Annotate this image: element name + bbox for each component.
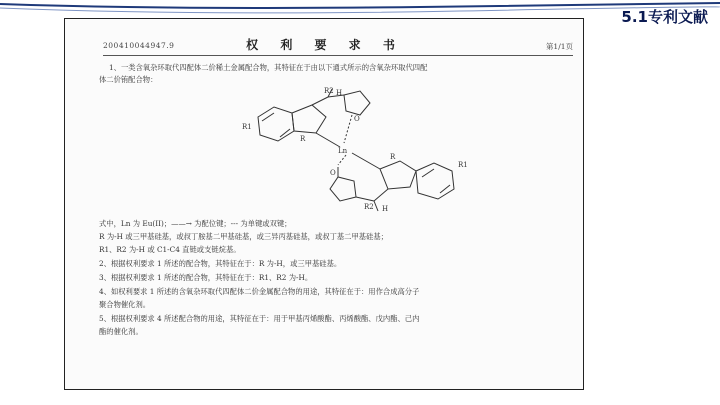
claim-line: R1、R2 为-H 或 C1-C4 直链或支链烷基。 <box>99 245 241 254</box>
label-r2-bottom: R2 <box>364 203 374 211</box>
slide-title: 5.1专利文献 <box>621 8 708 26</box>
label-o-top: O <box>354 115 360 123</box>
claim-line: R 为-H 或三甲基硅基，或叔丁胺基二甲基硅基，或三异丙基硅基，或叔丁基二甲基硅基； <box>99 232 388 241</box>
claim-line: 5、根据权利要求 4 所述配合物的用途，其特征在于：用于甲基丙烯酸酯、丙烯酸酯、戊内酯、己内 <box>99 314 420 323</box>
label-o-bottom: O <box>330 169 336 177</box>
claim-line: 4、如权利要求 1 所述的含氧杂环取代四配体二价金属配合物的用途，其特征在于：用作合成高分子 <box>99 287 420 296</box>
claim-line: 酯的催化剂。 <box>99 327 143 336</box>
claim-line: 聚合物催化剂。 <box>99 300 151 309</box>
claim-line: 2、根据权利要求 1 所述的配合物，其特征在于：R 为-H，或三甲基硅基。 <box>99 259 342 268</box>
label-h-top: H <box>336 89 343 97</box>
document-title: 权 利 要 求 书 <box>246 38 404 52</box>
label-r-right: R <box>390 153 396 161</box>
claim-line: 体二价铕配合物： <box>99 75 158 84</box>
label-r2-top: R2 <box>324 87 334 95</box>
claim-line: 1、一类含氧杂环取代四配体二价稀土金属配合物，其特征在于由以下通式所示的含氧杂环取代四配 <box>109 63 428 72</box>
claim-line: 式中，Ln 为 Eu(II)；——→ 为配位键；--- 为单键或双键； <box>99 219 292 228</box>
claim-line: 3、根据权利要求 1 所述的配合物，其特征在于：R1、R2 为-H。 <box>99 273 313 282</box>
patent-number: 200410044947.9 <box>103 41 175 50</box>
label-r-left: R <box>300 135 306 143</box>
chemical-structure-diagram <box>240 85 500 213</box>
header-divider <box>103 55 573 56</box>
label-r1-right: R1 <box>458 161 468 169</box>
label-h-bottom: H <box>382 205 389 213</box>
patent-document-scan <box>64 18 584 390</box>
page-number: 第1/1页 <box>545 42 573 51</box>
label-ln: Ln <box>338 147 348 155</box>
label-r1-left: R1 <box>242 123 252 131</box>
